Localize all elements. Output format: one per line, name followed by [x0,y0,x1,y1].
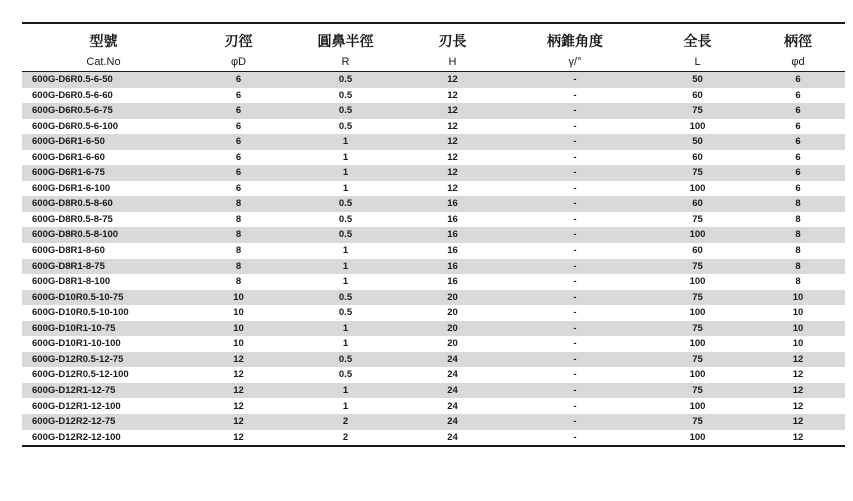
cat-no-cell: 600G-D8R1-8-100 [32,276,111,288]
blade-diameter-cell: 6 [235,151,242,163]
shank-diameter-cell: 12 [792,369,804,381]
overall-length-cell: 75 [644,321,751,337]
taper-angle-cell: - [506,290,644,306]
blade-length-cell: 20 [447,338,458,350]
table-row [22,383,845,399]
taper-angle-cell: - [506,414,644,430]
corner-radius-cell: 1 [342,182,349,194]
shank-diameter-cell: 12 [751,352,845,368]
shank-diameter-cell: 6 [751,134,845,150]
blade-diameter-cell: 8 [185,196,292,212]
table-row [22,243,845,259]
cat-no-cell: 600G-D10R1-10-100 [32,338,121,350]
overall-length-cell: 60 [692,151,703,163]
taper-angle-cell: - [573,120,577,132]
shank-diameter-cell: 6 [795,120,801,132]
overall-length-cell: 100 [689,400,706,412]
cat-no-cell: 600G-D8R0.5-8-75 [32,213,113,225]
blade-length-cell: 12 [447,120,458,132]
taper-angle-cell: - [573,151,577,163]
taper-angle-cell: - [573,213,577,225]
blade-length-cell: 24 [447,400,458,412]
blade-diameter-cell: 10 [185,321,292,337]
blade-length-cell: 24 [447,431,458,443]
cat-no-cell: 600G-D12R0.5-12-75 [22,352,185,368]
taper-angle-cell: - [573,276,577,288]
table-row [22,367,845,383]
shank-diameter-cell: 6 [751,103,845,119]
cat-no-cell: 600G-D6R0.5-6-50 [22,72,185,88]
blade-length-cell: 16 [399,196,506,212]
table-row [22,414,845,430]
spec-table [22,22,845,447]
taper-angle-cell: - [506,134,644,150]
blade-length-cell: 20 [399,321,506,337]
blade-diameter-cell: 6 [185,103,292,119]
blade-length-cell: 24 [399,414,506,430]
header-shank-diameter: 柄徑 [784,34,812,50]
header-symbol-gamma: γ/° [506,52,644,72]
cat-no-cell: 600G-D6R0.5-6-75 [22,103,185,119]
taper-angle-cell: - [506,196,644,212]
taper-angle-cell: - [573,307,577,319]
cat-no-cell: 600G-D8R0.5-8-100 [22,227,185,243]
blade-diameter-cell: 6 [185,72,292,88]
blade-length-cell: 24 [399,383,506,399]
shank-diameter-cell: 12 [792,431,804,443]
blade-length-cell: 12 [399,165,506,181]
header-blade-length: 刃長 [438,34,467,50]
shank-diameter-cell: 8 [751,196,845,212]
header-model: 型號 [89,34,118,50]
blade-diameter-cell: 12 [233,431,244,443]
cat-no-cell: 600G-D6R1-6-75 [22,165,185,181]
overall-length-cell: 60 [644,196,751,212]
table-row [22,336,845,352]
corner-radius-cell: 0.5 [292,290,399,306]
shank-diameter-cell: 8 [795,245,801,257]
corner-radius-cell: 1 [292,383,399,399]
taper-angle-cell: - [506,227,644,243]
header-symbol-shank-d: φd [751,52,845,72]
blade-diameter-cell: 8 [185,259,292,275]
blade-length-cell: 24 [399,352,506,368]
corner-radius-cell: 1 [342,151,349,163]
table-body [22,72,845,447]
shank-diameter-cell: 10 [751,290,845,306]
corner-radius-cell: 1 [342,245,349,257]
table-row [22,212,845,228]
shank-diameter-cell: 6 [751,72,845,88]
overall-length-cell: 60 [692,89,703,101]
table-row [22,227,845,243]
blade-diameter-cell: 12 [233,400,244,412]
table-row [22,181,845,197]
corner-radius-cell: 0.5 [338,213,353,225]
shank-diameter-cell: 10 [792,307,804,319]
table-row [22,352,845,368]
taper-angle-cell: - [573,369,577,381]
blade-diameter-cell: 6 [235,182,242,194]
shank-diameter-cell: 8 [751,259,845,275]
cat-no-cell: 600G-D6R0.5-6-60 [32,89,113,101]
corner-radius-cell: 0.5 [338,369,353,381]
overall-length-cell: 100 [689,182,706,194]
shank-diameter-cell: 6 [795,182,801,194]
taper-angle-cell: - [573,89,577,101]
shank-diameter-cell: 8 [795,213,801,225]
taper-angle-cell: - [506,103,644,119]
overall-length-cell: 75 [644,383,751,399]
corner-radius-cell: 1 [292,165,399,181]
blade-diameter-cell: 6 [185,165,292,181]
header-blade-diameter: 刃徑 [224,34,253,50]
table-row [22,321,845,337]
cat-no-cell: 600G-D12R0.5-12-100 [32,369,129,381]
cat-no-cell: 600G-D12R1-12-75 [22,383,185,399]
taper-angle-cell: - [506,352,644,368]
header-overall-length: 全長 [683,34,712,50]
shank-diameter-cell: 6 [751,165,845,181]
overall-length-cell: 75 [644,259,751,275]
blade-diameter-cell: 10 [233,307,244,319]
taper-angle-cell: - [573,245,577,257]
overall-length-cell: 75 [644,414,751,430]
table-row [22,88,845,104]
cat-no-cell: 600G-D6R1-6-100 [32,182,111,194]
blade-length-cell: 20 [447,307,458,319]
header-symbol-cat-no: Cat.No [22,52,185,72]
cat-no-cell: 600G-D12R1-12-100 [32,400,121,412]
cat-no-cell: 600G-D6R0.5-6-100 [32,120,119,132]
header-symbol-r: R [292,52,399,72]
overall-length-cell: 100 [689,120,706,132]
blade-diameter-cell: 12 [185,414,292,430]
shank-diameter-cell: 8 [795,276,801,288]
header-symbol-h: H [399,52,506,72]
shank-diameter-cell: 10 [751,321,845,337]
overall-length-cell: 75 [644,352,751,368]
corner-radius-cell: 0.5 [292,227,399,243]
table-row [22,134,845,150]
blade-length-cell: 16 [399,227,506,243]
header-row-symbols [22,52,845,72]
corner-radius-cell: 1 [292,134,399,150]
blade-diameter-cell: 8 [235,245,242,257]
overall-length-cell: 100 [689,369,706,381]
corner-radius-cell: 0.5 [338,120,353,132]
blade-length-cell: 12 [399,103,506,119]
table-row [22,165,845,181]
shank-diameter-cell: 12 [751,383,845,399]
corner-radius-cell: 1 [342,338,349,350]
shank-diameter-cell: 10 [792,338,804,350]
corner-radius-cell: 1 [342,276,349,288]
corner-radius-cell: 2 [292,414,399,430]
blade-length-cell: 12 [447,89,458,101]
corner-radius-cell: 0.5 [292,352,399,368]
table-row [22,274,845,290]
shank-diameter-cell: 6 [795,151,801,163]
blade-diameter-cell: 10 [233,338,244,350]
overall-length-cell: 75 [644,290,751,306]
table-row [22,150,845,166]
cat-no-cell: 600G-D8R1-8-60 [32,245,105,257]
overall-length-cell: 100 [644,227,751,243]
taper-angle-cell: - [573,431,577,443]
blade-length-cell: 20 [399,290,506,306]
table-row [22,290,845,306]
taper-angle-cell: - [506,259,644,275]
shank-diameter-cell: 12 [792,400,804,412]
taper-angle-cell: - [573,182,577,194]
blade-diameter-cell: 6 [235,89,242,101]
blade-diameter-cell: 6 [185,134,292,150]
blade-length-cell: 12 [399,134,506,150]
overall-length-cell: 75 [692,213,703,225]
corner-radius-cell: 0.5 [292,72,399,88]
blade-diameter-cell: 12 [185,383,292,399]
blade-diameter-cell: 6 [235,120,242,132]
overall-length-cell: 100 [689,307,706,319]
corner-radius-cell: 0.5 [338,307,353,319]
shank-diameter-cell: 6 [795,89,801,101]
corner-radius-cell: 0.5 [292,196,399,212]
blade-diameter-cell: 12 [233,369,244,381]
shank-diameter-cell: 8 [751,227,845,243]
blade-length-cell: 16 [447,213,458,225]
overall-length-cell: 75 [644,165,751,181]
overall-length-cell: 50 [644,72,751,88]
header-shank-taper-angle: 柄錐角度 [547,34,603,50]
blade-diameter-cell: 8 [185,227,292,243]
overall-length-cell: 50 [644,134,751,150]
blade-length-cell: 12 [447,182,458,194]
table-header [22,23,845,72]
overall-length-cell: 60 [692,245,703,257]
table-row [22,398,845,414]
blade-length-cell: 16 [447,276,458,288]
table-row [22,72,845,88]
taper-angle-cell: - [506,72,644,88]
corner-radius-cell: 0.5 [338,89,353,101]
shank-diameter-cell: 12 [751,414,845,430]
header-row-chinese [22,23,845,52]
blade-diameter-cell: 10 [185,290,292,306]
taper-angle-cell: - [506,321,644,337]
blade-length-cell: 16 [447,245,458,257]
blade-diameter-cell: 8 [235,213,242,225]
cat-no-cell: 600G-D6R1-6-60 [32,151,105,163]
corner-radius-cell: 2 [342,431,349,443]
blade-diameter-cell: 12 [185,352,292,368]
overall-length-cell: 100 [689,276,706,288]
cat-no-cell: 600G-D10R0.5-10-75 [22,290,185,306]
table-row [22,103,845,119]
header-symbol-l: L [644,52,751,72]
cat-no-cell: 600G-D10R1-10-75 [22,321,185,337]
corner-radius-cell: 1 [292,321,399,337]
blade-length-cell: 12 [447,151,458,163]
table-row [22,196,845,212]
table-row [22,305,845,321]
blade-length-cell: 16 [399,259,506,275]
blade-length-cell: 12 [399,72,506,88]
blade-diameter-cell: 8 [235,276,242,288]
cat-no-cell: 600G-D8R1-8-75 [22,259,185,275]
header-symbol-d: φD [185,52,292,72]
table-row [22,119,845,135]
cat-no-cell: 600G-D12R2-12-100 [32,431,121,443]
taper-angle-cell: - [506,165,644,181]
blade-length-cell: 24 [447,369,458,381]
overall-length-cell: 100 [689,338,706,350]
overall-length-cell: 75 [644,103,751,119]
taper-angle-cell: - [506,383,644,399]
table-row [22,430,845,447]
taper-angle-cell: - [573,400,577,412]
corner-radius-cell: 0.5 [292,103,399,119]
table-row [22,259,845,275]
taper-angle-cell: - [573,338,577,350]
cat-no-cell: 600G-D6R1-6-50 [22,134,185,150]
header-corner-radius: 圓鼻半徑 [317,34,374,50]
cat-no-cell: 600G-D12R2-12-75 [22,414,185,430]
corner-radius-cell: 1 [292,259,399,275]
corner-radius-cell: 1 [342,400,349,412]
overall-length-cell: 100 [689,431,706,443]
cat-no-cell: 600G-D10R0.5-10-100 [32,307,129,319]
cat-no-cell: 600G-D8R0.5-8-60 [22,196,185,212]
